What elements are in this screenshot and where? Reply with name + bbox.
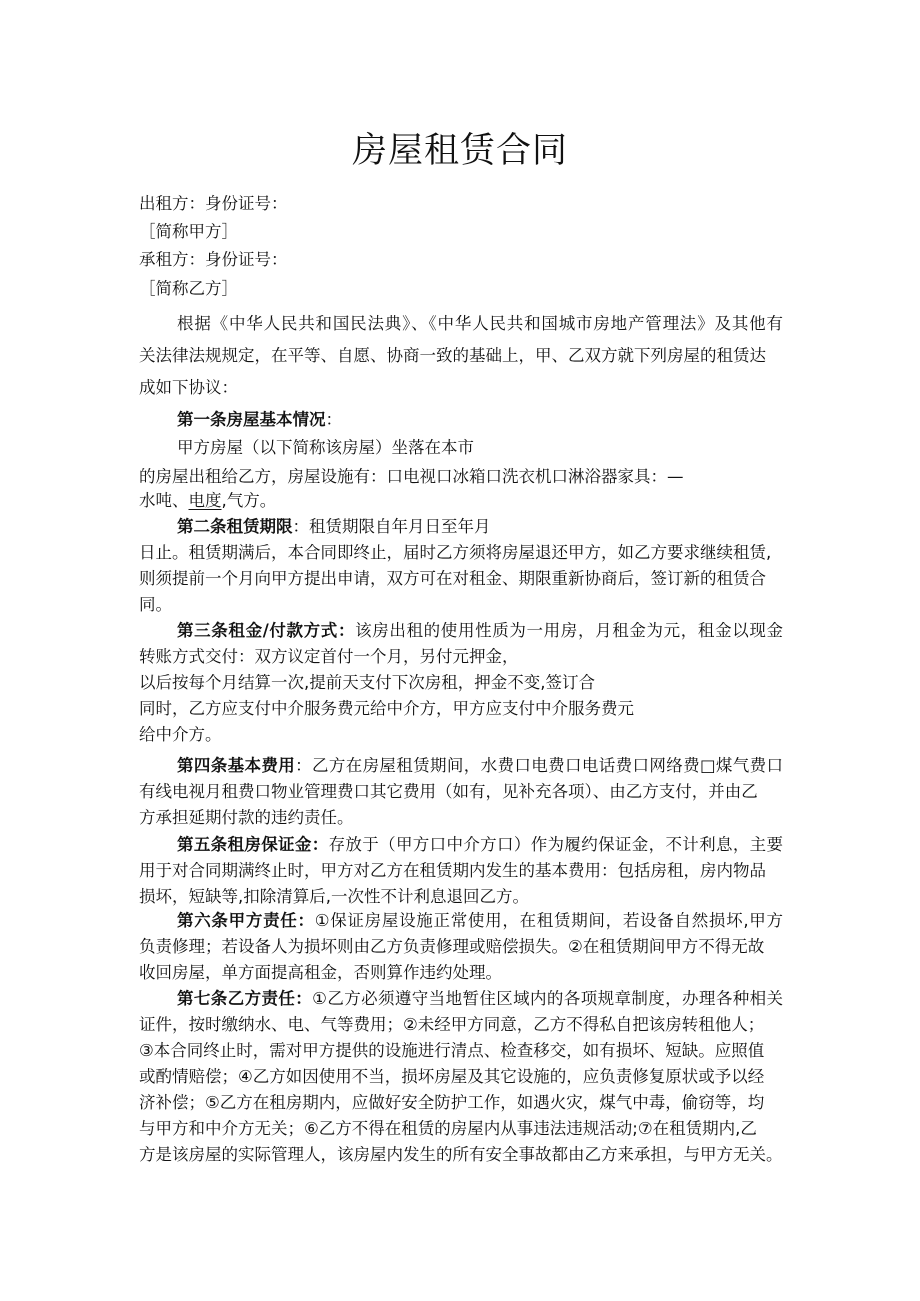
utilities-electricity: 电度 [188, 491, 222, 510]
article-4-heading-line [177, 755, 783, 777]
article-7-line: 方是该房屋的实际管理人，该房屋内发生的所有安全事故都由乙方来承担，与甲方无关。 [139, 1145, 783, 1164]
lessor-alias: ［简称甲方］ [139, 222, 238, 241]
article-1-heading: 第一条房屋基本情况 [177, 410, 326, 429]
article-3-line: 给中介方。 [139, 725, 222, 744]
article-3-line: 同时，乙方应支付中介服务费元给中介方，甲方应支付中介服务费元 [139, 699, 634, 718]
article-1-line: 甲方房屋（以下简称该房屋）坐落在本市 [177, 438, 474, 457]
utilities-gas: ,气方。 [221, 491, 277, 510]
utilities-water: 水吨、 [139, 491, 189, 510]
article-7-line: ③本合同终止时，需对甲方提供的设施进行清点、检查移交，如有损坏、短缺。应照值 [139, 1041, 765, 1060]
article-4-line: 有线电视月租费口物业管理费口其它费用（如有，见补充各项）、由乙方支付，并由乙 [139, 782, 758, 801]
lessor-line: 出租方：身份证号： [139, 194, 288, 213]
article-3-line: 转账方式交付：双方议定首付一个月，另付元押金， [139, 647, 519, 666]
article-3-text: 该房出租的使用性质为一用房，月租金为元，租金以现金 [355, 621, 784, 640]
article-3-line: 以后按每个月结算一次,提前天支付下次房租，押金不变,签订合 [139, 673, 595, 692]
article-5-text: 存放于（甲方口中介方口）作为履约保证金，不计利息，主要 [328, 835, 784, 854]
lessee-alias: ［简称乙方］ [139, 279, 238, 298]
article-1-utilities-line [139, 490, 276, 512]
article-2-line: 日止。租赁期满后，本合同即终止，届时乙方须将房屋退还甲方，如乙方要求继续租赁, [139, 543, 772, 562]
article-7-line: 与甲方和中介方无关；⑥乙方不得在租赁的房屋内从事违法违规活动;⑦在租赁期内,乙 [139, 1119, 757, 1138]
article-6-line: 负责修理；若设备人为损坏则由乙方负责修理或赔偿损失。②在租赁期间甲方不得无故 [139, 937, 765, 956]
article-6-heading-line [177, 910, 783, 932]
article-5-heading: 第五条租房保证金： [177, 835, 329, 854]
article-4-line: 方承担延期付款的违约责任。 [139, 808, 354, 827]
article-2-heading-line [177, 516, 491, 538]
article-3-heading-line [177, 620, 783, 642]
article-3-heading: 第三条租金/付款方式： [177, 621, 356, 640]
article-7-line: 证件，按时缴纳水、电、气等费用；②未经甲方同意，乙方不得私自把该房转租他人； [139, 1015, 765, 1034]
article-5-line: 用于对合同期满终止时，甲方对乙方在租赁期内发生的基本费用：包括房租，房内物品 [139, 861, 766, 880]
article-7-text: ①乙方必须遵守当地暂住区域内的各项规章制度，办理各种相关 [312, 989, 784, 1008]
article-7-heading: 第七条乙方责任： [177, 989, 313, 1008]
article-2-line: 则须提前一个月向甲方提出申请，双方可在对租金、期限重新协商后，签订新的租赁合 [139, 569, 766, 588]
article-1-heading-line [177, 409, 342, 431]
article-7-heading-line [177, 988, 783, 1010]
lessee-line: 承租方：身份证号： [139, 250, 288, 269]
document-title: 房屋租赁合同 [351, 131, 568, 171]
article-5-line: 损坏，短缺等,扣除清算后,一次性不计利息退回乙方。 [139, 887, 529, 906]
article-1-colon: ： [325, 410, 342, 429]
preamble-line: 根据《中华人民共和国民法典》、《中华人民共和国城市房地产管理法》及其他有 [177, 314, 783, 333]
preamble-line: 成如下协议： [139, 378, 238, 397]
article-4-text: ：乙方在房屋租赁期间，水费口电费口电话费口网络费□煤气费口 [295, 756, 784, 775]
article-1-line: 的房屋出租给乙方，房屋设施有：口电视口冰箱口洗衣机口淋浴器家具：— [139, 467, 684, 486]
article-4-heading: 第四条基本费用 [177, 756, 296, 775]
article-2-heading: 第二条租赁期限 [177, 517, 293, 536]
article-7-line: 济补偿；⑤乙方在租房期内，应做好安全防护工作，如遇火灾，煤气中毒，偷窃等，均 [139, 1093, 765, 1112]
article-6-line: 收回房屋，单方面提高租金，否则算作违约处理。 [139, 963, 502, 982]
article-6-heading: 第六条甲方责任： [177, 911, 315, 930]
article-6-text: ①保证房屋设施正常使用，在租赁期间，若设备自然损坏,甲方 [314, 911, 784, 930]
article-5-heading-line [177, 834, 783, 856]
article-2-line: 同。 [139, 595, 172, 614]
article-2-text: ：租赁期限自年月日至年月 [292, 517, 491, 536]
preamble-line: 关法律法规规定，在平等、自愿、协商一致的基础上，甲、乙双方就下列房屋的租赁达 [139, 346, 766, 365]
article-7-line: 或酌情赔偿；④乙方如因使用不当，损坏房屋及其它设施的，应负责修复原状或予以经 [139, 1067, 765, 1086]
